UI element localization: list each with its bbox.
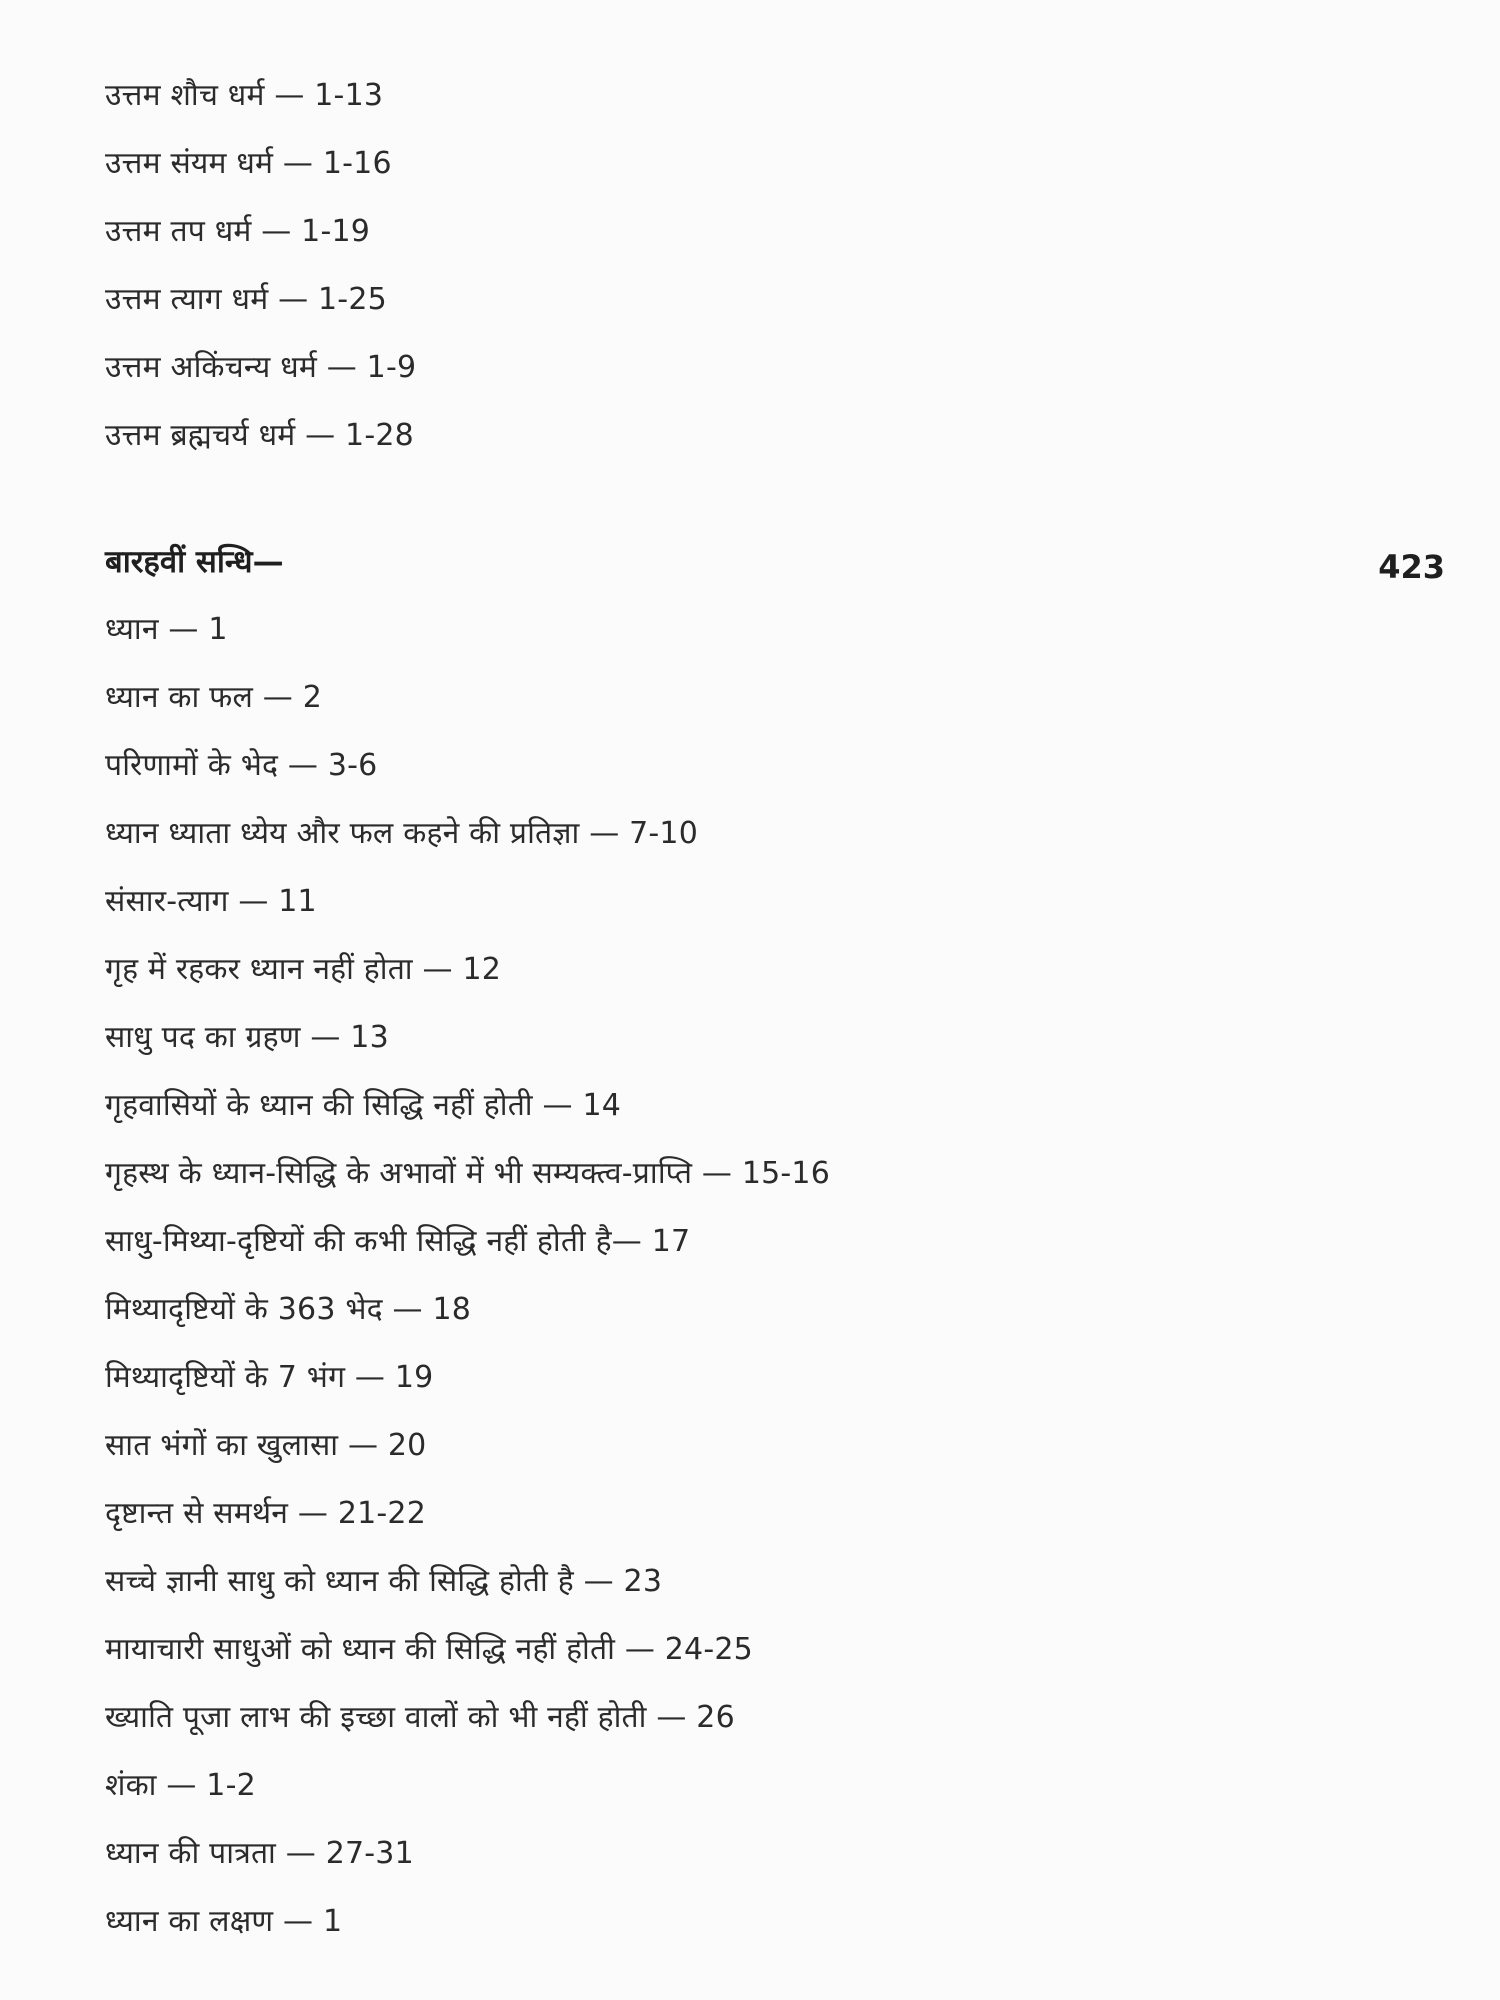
contents-entry: मिथ्यादृष्टियों के 363 भेद — 18	[105, 1292, 472, 1327]
contents-entry: मिथ्यादृष्टियों के 7 भंग — 19	[105, 1360, 434, 1395]
entries-before-list	[105, 62, 830, 470]
page-number: 423	[1378, 548, 1445, 586]
contents-entry: उत्तम शौच धर्म — 1-13	[105, 78, 384, 113]
contents-entry: ध्यान का लक्षण — 1	[105, 1904, 343, 1939]
contents-entry: गृह में रहकर ध्यान नहीं होता — 12	[105, 952, 502, 987]
contents-entry: गृहवासियों के ध्यान की सिद्धि नहीं होती — 14	[105, 1088, 622, 1123]
contents-entry: परिणामों के भेद — 3-6	[105, 748, 378, 783]
contents-entry: ख्याति पूजा लाभ की इच्छा वालों को भी नहीं होती — 26	[105, 1700, 735, 1735]
entries-after-list	[105, 596, 830, 1956]
contents-entry: ध्यान — 1	[105, 612, 228, 647]
contents-entry: उत्तम तप धर्म — 1-19	[105, 214, 371, 249]
contents-entry: शंका — 1-2	[105, 1768, 256, 1803]
section-gap	[105, 470, 830, 528]
contents-entry: ध्यान की पात्रता — 27-31	[105, 1836, 414, 1871]
contents-entry: दृष्टान्त से समर्थन — 21-22	[105, 1496, 426, 1531]
contents-entry: साधु पद का ग्रहण — 13	[105, 1020, 389, 1055]
contents-entry: उत्तम ब्रह्मचर्य धर्म — 1-28	[105, 418, 414, 453]
contents-entry: साधु-मिथ्या-दृष्टियों की कभी सिद्धि नहीं होती है— 17	[105, 1224, 691, 1259]
contents-entry: सात भंगों का खुलासा — 20	[105, 1428, 427, 1463]
contents-list	[105, 62, 830, 1956]
section-heading: बारहवीं सन्धि—	[105, 544, 284, 580]
contents-entry: सच्चे ज्ञानी साधु को ध्यान की सिद्धि होती है — 23	[105, 1564, 663, 1599]
contents-entry: उत्तम त्याग धर्म — 1-25	[105, 282, 387, 317]
contents-entry: उत्तम संयम धर्म — 1-16	[105, 146, 392, 181]
contents-entry: ध्यान का फल — 2	[105, 680, 323, 715]
contents-entry: गृहस्थ के ध्यान-सिद्धि के अभावों में भी सम्यक्त्व-प्राप्ति — 15-16	[105, 1156, 830, 1191]
contents-entry: मायाचारी साधुओं को ध्यान की सिद्धि नहीं होती — 24-25	[105, 1632, 753, 1667]
contents-entry: ध्यान ध्याता ध्येय और फल कहने की प्रतिज्ञा — 7-10	[105, 816, 699, 851]
contents-entry: संसार-त्याग — 11	[105, 884, 317, 919]
contents-entry: उत्तम अकिंचन्य धर्म — 1-9	[105, 350, 417, 385]
